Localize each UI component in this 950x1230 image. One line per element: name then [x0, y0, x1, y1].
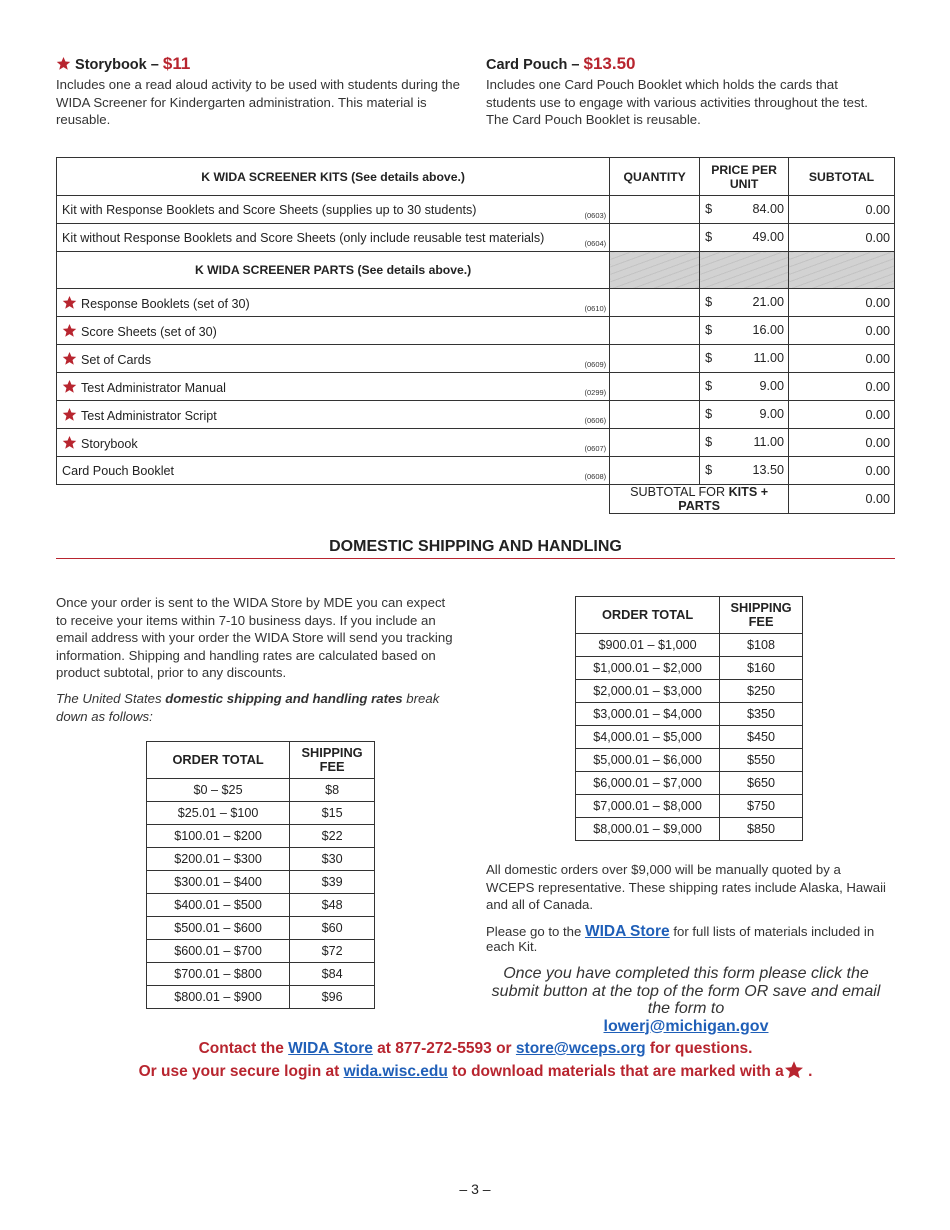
shipping-fee-header: SHIPPING FEE — [290, 742, 375, 779]
shaded-cell — [610, 252, 700, 289]
order-total-range: $1,000.01 – $2,000 — [576, 657, 720, 680]
unit-price — [700, 224, 789, 252]
store-email-link[interactable]: store@wceps.org — [515, 1040, 646, 1057]
table-row — [576, 680, 803, 703]
table-row — [576, 749, 803, 772]
closing-instructions — [486, 965, 886, 1035]
shipping-fee: $450 — [720, 726, 803, 749]
item-label: Storybook — [81, 436, 138, 451]
rates-intro — [56, 690, 458, 725]
table-row — [57, 317, 895, 345]
currency-symbol: $ — [705, 202, 713, 216]
row-subtotal: 0.00 — [789, 196, 895, 224]
item-label: Card Pouch Booklet — [62, 463, 175, 478]
row-subtotal: 0.00 — [789, 373, 895, 401]
table-row — [57, 224, 895, 252]
item-description — [57, 401, 610, 429]
rates-intro-bold: domestic shipping and handling rates — [165, 691, 403, 706]
kits-header: K WIDA SCREENER KITS (See details above.) — [57, 158, 610, 196]
goto-text-2: for full lists of materials included in each Kit. — [486, 924, 875, 954]
order-total-range: $400.01 – $500 — [147, 894, 290, 917]
item-description — [57, 224, 610, 252]
shipping-table-left — [146, 741, 375, 1009]
order-total-range: $200.01 – $300 — [147, 848, 290, 871]
rates-intro-text-1: The United States — [56, 691, 166, 706]
order-total-range: $6,000.01 – $7,000 — [576, 772, 720, 795]
table-row — [576, 657, 803, 680]
order-total-range: $3,000.01 – $4,000 — [576, 703, 720, 726]
price-value: 9.00 — [759, 379, 785, 393]
order-total-range: $4,000.01 – $5,000 — [576, 726, 720, 749]
item-code: (0606) — [584, 416, 607, 425]
contact-text-b: at 877-272-5593 or — [372, 1040, 516, 1057]
order-total-range: $100.01 – $200 — [147, 825, 290, 848]
currency-symbol: $ — [705, 295, 713, 309]
currency-symbol: $ — [705, 230, 713, 244]
currency-symbol: $ — [705, 351, 713, 365]
star-icon — [62, 295, 77, 310]
item-code: (0610) — [584, 304, 607, 313]
table-row — [576, 703, 803, 726]
shipping-fee: $350 — [720, 703, 803, 726]
shipping-fee: $22 — [290, 825, 375, 848]
table-row — [147, 779, 375, 802]
row-subtotal: 0.00 — [789, 345, 895, 373]
currency-symbol: $ — [705, 379, 713, 393]
shipping-fee: $550 — [720, 749, 803, 772]
star-icon — [62, 351, 77, 366]
wida-wisc-link[interactable]: wida.wisc.edu — [343, 1063, 448, 1080]
page-number: – 3 – — [459, 1181, 491, 1197]
item-code: (0603) — [584, 211, 607, 220]
table-row — [57, 289, 895, 317]
order-total-range: $800.01 – $900 — [147, 986, 290, 1009]
order-total-range: $700.01 – $800 — [147, 963, 290, 986]
quantity-field[interactable] — [610, 373, 700, 401]
contact-line-1 — [56, 1038, 895, 1060]
quantity-field[interactable] — [610, 224, 700, 252]
table-row — [147, 963, 375, 986]
table-row — [576, 726, 803, 749]
shaded-cell — [789, 252, 895, 289]
shipping-fee: $60 — [290, 917, 375, 940]
quantity-field[interactable] — [610, 289, 700, 317]
table-row — [147, 917, 375, 940]
card-pouch-title: Card Pouch – — [486, 57, 580, 73]
storybook-description: Includes one a read aloud activity to be used with students during the WIDA Screener for Kindergarten administration. This material is reusable. — [56, 77, 460, 127]
table-row — [576, 818, 803, 841]
order-total-range: $600.01 – $700 — [147, 940, 290, 963]
item-label: Kit with Response Booklets and Score Sheets (supplies up to 30 students) — [62, 202, 477, 217]
quantity-field[interactable] — [610, 401, 700, 429]
price-value: 84.00 — [752, 202, 785, 216]
card-pouch-description: Includes one Card Pouch Booklet which holds the cards that students use to engage with various activities throughout the test. The Card Pouch Booklet is reusable. — [486, 77, 868, 127]
item-description — [57, 429, 610, 457]
table-row — [57, 345, 895, 373]
row-subtotal: 0.00 — [789, 224, 895, 252]
shipping-fee: $30 — [290, 848, 375, 871]
price-value: 9.00 — [759, 407, 785, 421]
storybook-price: $11 — [162, 54, 191, 73]
unit-price — [700, 401, 789, 429]
storybook-title: Storybook – — [75, 57, 159, 73]
order-total-range: $7,000.01 – $8,000 — [576, 795, 720, 818]
storybook-heading — [56, 54, 461, 74]
item-description — [57, 373, 610, 401]
subtotal-header: SUBTOTAL — [789, 158, 895, 196]
item-code: (0604) — [584, 239, 607, 248]
parts-header: K WIDA SCREENER PARTS (See details above.) — [57, 252, 610, 289]
total-label — [610, 485, 789, 514]
item-label: Kit without Response Booklets and Score Sheets (only include reusable test materials) — [62, 230, 545, 245]
card-pouch-blurb — [486, 54, 886, 129]
item-code: (0609) — [584, 360, 607, 369]
table-row — [576, 634, 803, 657]
contact-line-2 — [56, 1060, 895, 1083]
star-icon — [62, 407, 77, 422]
item-description — [57, 345, 610, 373]
order-total-range: $0 – $25 — [147, 779, 290, 802]
unit-price — [700, 196, 789, 224]
contact-text-f: . — [803, 1063, 813, 1080]
shipping-fee: $250 — [720, 680, 803, 703]
price-value: 11.00 — [753, 435, 785, 449]
table-row — [57, 401, 895, 429]
closing-text: Once you have completed this form please click the submit button at the top of the form OR save and email the form to — [491, 965, 881, 1017]
order-total-header: ORDER TOTAL — [147, 742, 290, 779]
currency-symbol: $ — [705, 323, 713, 337]
email-link[interactable]: lowerj@michigan.gov — [603, 1017, 769, 1035]
order-total-header: ORDER TOTAL — [576, 597, 720, 634]
total-label-text: SUBTOTAL FOR — [630, 485, 729, 499]
wida-store-contact-link[interactable]: WIDA Store — [288, 1040, 373, 1057]
item-label: Test Administrator Manual — [81, 380, 226, 395]
total-row — [57, 485, 895, 514]
quantity-field[interactable] — [610, 457, 700, 485]
quantity-header: QUANTITY — [610, 158, 700, 196]
row-subtotal: 0.00 — [789, 317, 895, 345]
star-icon — [62, 435, 77, 450]
table-row — [57, 429, 895, 457]
table-row — [57, 457, 895, 485]
contact-text-d: Or use your secure login at — [138, 1063, 344, 1080]
shipping-fee: $48 — [290, 894, 375, 917]
shipping-fee: $84 — [290, 963, 375, 986]
order-total-range: $8,000.01 – $9,000 — [576, 818, 720, 841]
total-label-bold: KITS + PARTS — [678, 485, 769, 513]
contact-text-e: to download materials that are marked with a — [447, 1063, 784, 1080]
order-total-range: $25.01 – $100 — [147, 802, 290, 825]
table-row — [147, 802, 375, 825]
price-value: 16.00 — [752, 323, 785, 337]
table-row — [147, 940, 375, 963]
row-subtotal: 0.00 — [789, 401, 895, 429]
shipping-intro: Once your order is sent to the WIDA Store by MDE you can expect to receive your items within 7-10 business days. If you include an email address with your order the WIDA Store will send you tracking information. Shipping and handling rates are calculated based on product subtotal, prior to any discounts. — [56, 595, 453, 680]
shipping-fee-header: SHIPPING FEE — [720, 597, 803, 634]
currency-symbol: $ — [705, 407, 713, 421]
item-code: (0608) — [584, 472, 607, 481]
order-total-range: $500.01 – $600 — [147, 917, 290, 940]
shipping-table-right — [575, 596, 803, 841]
price-value: 11.00 — [753, 351, 785, 365]
shipping-fee: $96 — [290, 986, 375, 1009]
shipping-fee: $15 — [290, 802, 375, 825]
quantity-field[interactable] — [610, 345, 700, 373]
storybook-blurb — [56, 54, 461, 129]
star-icon — [62, 379, 77, 394]
parts-header-row — [57, 252, 895, 289]
row-subtotal: 0.00 — [789, 429, 895, 457]
item-code: (0607) — [584, 444, 607, 453]
wida-store-link[interactable]: WIDA Store — [584, 923, 670, 940]
spacer — [57, 485, 610, 514]
shipping-fee: $750 — [720, 795, 803, 818]
over-9000-note: All domestic orders over $9,000 will be manually quoted by a WCEPS representative. These shipping rates include Alaska, Hawaii and all of Canada. — [486, 862, 886, 912]
price-per-unit-header: PRICE PER UNIT — [700, 158, 789, 196]
quantity-field[interactable] — [610, 317, 700, 345]
quantity-field[interactable] — [610, 429, 700, 457]
table-row — [147, 986, 375, 1009]
order-total-range: $2,000.01 – $3,000 — [576, 680, 720, 703]
table-row — [147, 825, 375, 848]
shipping-fee: $72 — [290, 940, 375, 963]
shipping-fee: $108 — [720, 634, 803, 657]
currency-symbol: $ — [705, 463, 713, 477]
shipping-fee: $8 — [290, 779, 375, 802]
contact-text-a: Contact the — [198, 1040, 289, 1057]
row-subtotal: 0.00 — [789, 457, 895, 485]
table-row — [57, 196, 895, 224]
star-icon — [62, 323, 77, 338]
price-value: 21.00 — [752, 295, 785, 309]
price-value: 13.50 — [752, 463, 785, 477]
item-description — [57, 196, 610, 224]
contact-text-c: for questions. — [645, 1040, 753, 1057]
item-description — [57, 289, 610, 317]
card-pouch-price: $13.50 — [583, 54, 636, 73]
rates-intro-text-2: break down as follows: — [56, 691, 440, 724]
table-row — [147, 848, 375, 871]
shaded-cell — [700, 252, 789, 289]
item-label: Score Sheets (set of 30) — [81, 324, 217, 339]
quantity-field[interactable] — [610, 196, 700, 224]
table-row — [147, 894, 375, 917]
price-value: 49.00 — [752, 230, 785, 244]
star-icon — [56, 56, 71, 71]
card-pouch-heading — [486, 54, 886, 74]
unit-price — [700, 289, 789, 317]
shipping-fee: $39 — [290, 871, 375, 894]
unit-price — [700, 429, 789, 457]
goto-text-1: Please go to the — [486, 924, 585, 939]
order-table — [56, 157, 895, 514]
unit-price — [700, 317, 789, 345]
table-row — [576, 795, 803, 818]
goto-store-note — [486, 924, 896, 954]
unit-price — [700, 373, 789, 401]
table-row — [57, 373, 895, 401]
unit-price — [700, 345, 789, 373]
item-label: Set of Cards — [81, 352, 151, 367]
order-total-range: $300.01 – $400 — [147, 871, 290, 894]
item-description — [57, 317, 610, 345]
section-divider — [56, 558, 895, 559]
order-total-range: $900.01 – $1,000 — [576, 634, 720, 657]
item-label: Response Booklets (set of 30) — [81, 296, 250, 311]
star-icon — [784, 1060, 804, 1080]
shipping-fee: $650 — [720, 772, 803, 795]
item-description — [57, 457, 610, 485]
shipping-fee: $160 — [720, 657, 803, 680]
item-code: (0299) — [584, 388, 607, 397]
row-subtotal: 0.00 — [789, 289, 895, 317]
grand-subtotal: 0.00 — [789, 485, 895, 514]
unit-price — [700, 457, 789, 485]
table-row — [576, 772, 803, 795]
shipping-title: DOMESTIC SHIPPING AND HANDLING — [329, 538, 622, 555]
item-label: Test Administrator Script — [81, 408, 217, 423]
table-row — [147, 871, 375, 894]
order-total-range: $5,000.01 – $6,000 — [576, 749, 720, 772]
currency-symbol: $ — [705, 435, 713, 449]
shipping-fee: $850 — [720, 818, 803, 841]
